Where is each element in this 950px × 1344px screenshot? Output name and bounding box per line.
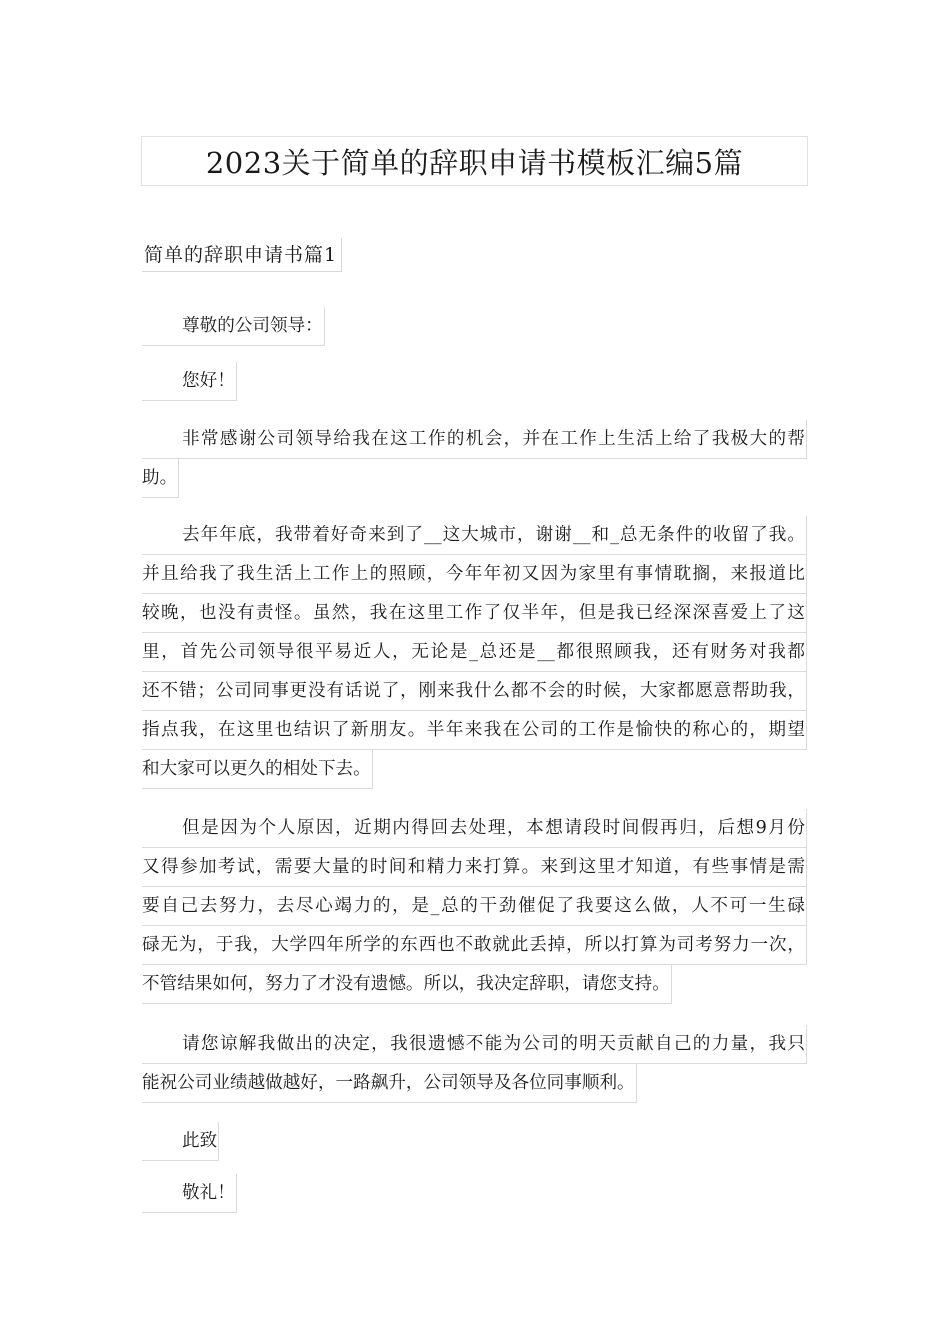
document-title: 2023关于简单的辞职申请书模板汇编5篇 — [205, 145, 744, 180]
paragraph-line: 又得参加考试，需要大量的时间和精力来打算。来到这里才知道，有些事情是需 — [142, 848, 807, 887]
salutation-paragraph — [142, 307, 808, 346]
greeting: 您好！ — [142, 362, 237, 401]
paragraph-line: 指点我，在这里也结识了新朋友。半年来我在公司的工作是愉快的称心的，期望 — [142, 711, 807, 750]
paragraph-line: 请您谅解我做出的决定，我很遗憾不能为公司的明天贡献自己的力量，我只 — [142, 1025, 807, 1064]
salutation: 尊敬的公司领导： — [142, 307, 325, 346]
paragraph-line: 要自己去努力，去尽心竭力的，是_总的干劲催促了我要这么做，人不可一生碌 — [142, 887, 807, 926]
section-heading: 简单的辞职申请书篇1 — [142, 238, 342, 272]
greeting-paragraph — [142, 362, 808, 401]
paragraph-line: 较晚，也没有责怪。虽然，我在这里工作了仅半年，但是我已经深深喜爱上了这 — [142, 594, 807, 633]
closing-paragraph-1 — [142, 1122, 808, 1161]
paragraph-line: 去年年底，我带着好奇来到了__这大城市，谢谢__和_总无条件的收留了我。 — [142, 516, 807, 555]
paragraph-3 — [142, 809, 808, 1004]
paragraph-line: 但是因为个人原因，近期内得回去处理，本想请段时间假再归，后想9月份 — [142, 809, 807, 848]
paragraph-line: 能祝公司业绩越做越好，一路飙升，公司领导及各位同事顺利。 — [142, 1064, 637, 1103]
paragraph-line: 并且给我了我生活上工作上的照顾，今年年初又因为家里有事情耽搁，来报道比 — [142, 555, 807, 594]
paragraph-line: 助。 — [142, 459, 179, 498]
paragraph-1 — [142, 420, 808, 498]
paragraph-line: 不管结果如何，努力了才没有遗憾。所以，我决定辞职，请您支持。 — [142, 965, 672, 1004]
title-box — [141, 136, 808, 186]
paragraph-line: 里，首先公司领导很平易近人，无论是_总还是__都很照顾我，还有财务对我都 — [142, 633, 807, 672]
closing-paragraph-2 — [142, 1174, 808, 1213]
closing-ci-zhi: 此致 — [142, 1122, 219, 1161]
paragraph-line: 非常感谢公司领导给我在这工作的机会，并在工作上生活上给了我极大的帮 — [142, 420, 807, 459]
paragraph-line: 碌无为，于我，大学四年所学的东西也不敢就此丢掉，所以打算为司考努力一次， — [142, 926, 807, 965]
paragraph-line: 还不错；公司同事更没有话说了，刚来我什么都不会的时候，大家都愿意帮助我， — [142, 672, 807, 711]
paragraph-line: 和大家可以更久的相处下去。 — [142, 750, 373, 789]
paragraph-4 — [142, 1025, 808, 1103]
paragraph-2 — [142, 516, 808, 789]
closing-jing-li: 敬礼！ — [142, 1174, 237, 1213]
